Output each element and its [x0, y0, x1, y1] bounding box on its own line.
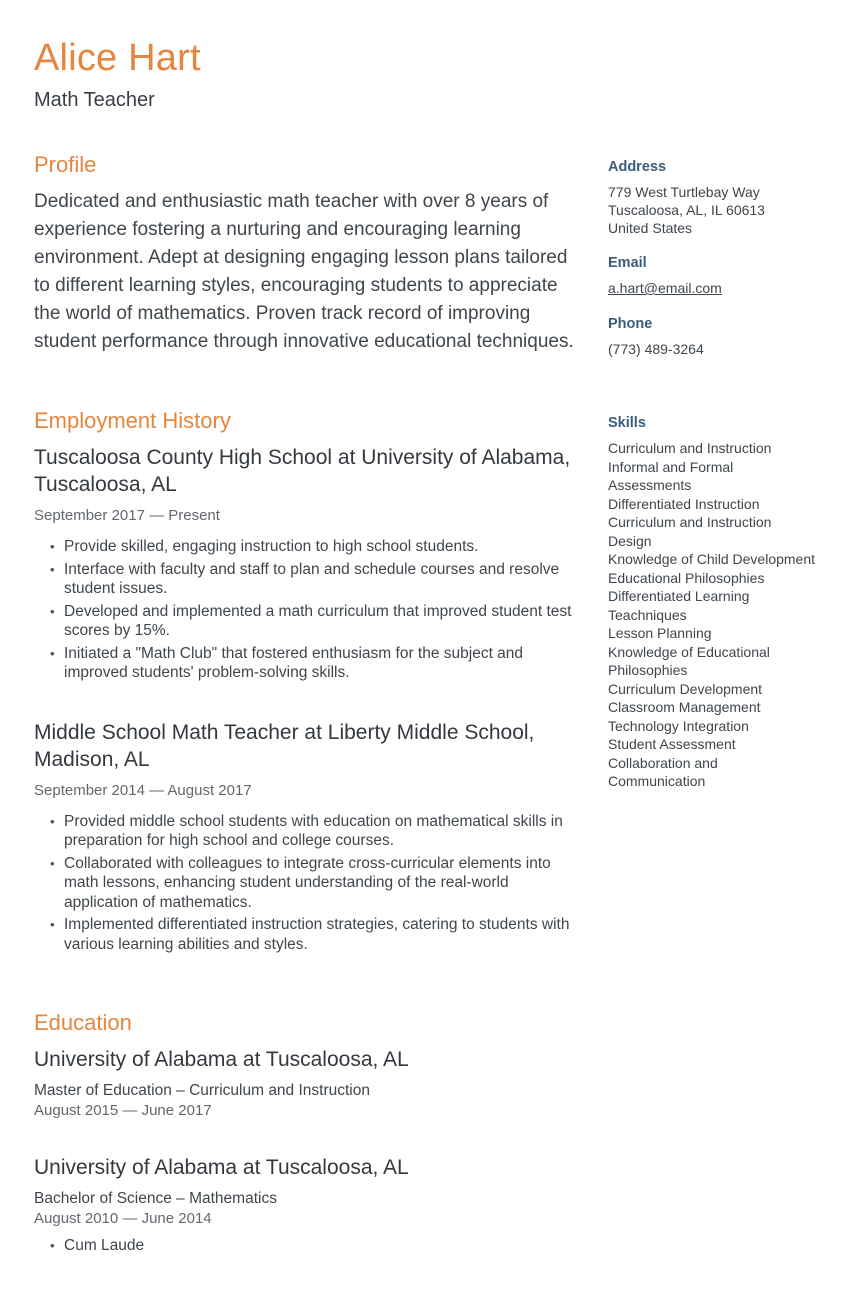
school-bullet: • Cum Laude	[64, 1236, 574, 1256]
skills-block	[608, 414, 816, 791]
job-bullet: • Provide skilled, engaging instruction to high school students.	[64, 537, 574, 557]
skill-item: Student Assessment	[608, 736, 736, 752]
skill-item: Lesson Planning	[608, 625, 712, 641]
school-bullets-2	[34, 1236, 574, 1256]
profile-heading: Profile	[34, 152, 97, 177]
education-section	[34, 1010, 574, 1256]
education-entry	[34, 1046, 574, 1120]
skill-item: Technology Integration	[608, 717, 749, 734]
job-entry	[34, 719, 574, 955]
skill-item: Informal and Formal Assessments	[608, 458, 734, 493]
main-column	[34, 36, 574, 1290]
job-title-1: Tuscaloosa County High School at University of Alabama, Tuscaloosa, AL	[34, 446, 571, 496]
sidebar-column	[608, 36, 816, 1290]
skill-item: Classroom Management	[608, 699, 761, 715]
skill-item: Curriculum Development	[608, 680, 763, 697]
skills-heading: Skills	[608, 415, 646, 431]
job-entry	[34, 444, 574, 683]
candidate-job-title: Math Teacher	[34, 89, 155, 111]
school-dates-1: August 2015 — June 2017	[34, 1102, 212, 1119]
skill-item: Knowledge of Child Development	[608, 551, 816, 567]
education-heading: Education	[34, 1010, 132, 1035]
job-bullet: • Collaborated with colleagues to integrate cross-curricular elements into math lessons, enhancing student understanding of the real-world application of mathematics.	[64, 854, 574, 913]
job-bullet: • Provided middle school students with education on mathematical skills in preparation for high school and college courses.	[64, 812, 574, 851]
job-dates-2: September 2014 — August 2017	[34, 781, 252, 799]
skill-item: Curriculum and Instruction	[608, 440, 772, 456]
skill-item: Collaboration and Communication	[608, 754, 718, 789]
job-bullet: • Implemented differentiated instruction strategies, catering to students with various learning abilities and styles.	[64, 915, 574, 954]
phone-value: (773) 489-3264	[608, 341, 704, 357]
skill-item: Differentiated Learning Teachniques	[608, 588, 750, 623]
email-link[interactable]: a.hart@email.com	[608, 280, 722, 296]
skill-item: Educational Philosophies	[608, 569, 765, 586]
skill-item: Knowledge of Educational Philosophies	[608, 643, 770, 678]
phone-block	[608, 315, 816, 358]
job-bullet: • Initiated a "Math Club" that fostered enthusiasm for the subject and improved students' problem-solving skills.	[64, 644, 574, 683]
profile-text: Dedicated and enthusiastic math teacher with over 8 years of experience fostering a nurturing and encouraging learning environment. Adept at designing engaging lesson plans tailored to different learning styles, encouraging students to appreciate the world of mathematics. Proven track record of improving student performance through innovative educational techniques.	[34, 191, 574, 352]
school-title-1: University of Alabama at Tuscaloosa, AL	[34, 1048, 409, 1071]
profile-section	[34, 152, 574, 356]
school-dates-2: August 2010 — June 2014	[34, 1210, 212, 1227]
email-heading: Email	[608, 255, 647, 271]
school-title-2: University of Alabama at Tuscaloosa, AL	[34, 1156, 409, 1179]
phone-heading: Phone	[608, 316, 653, 332]
job-bullets-1	[34, 537, 574, 683]
job-title-2: Middle School Math Teacher at Liberty Middle School, Madison, AL	[34, 720, 535, 771]
employment-heading: Employment History	[34, 408, 231, 433]
address-heading: Address	[608, 159, 667, 175]
education-entry	[34, 1154, 574, 1256]
job-bullets-2	[34, 812, 574, 955]
job-bullet: • Interface with faculty and staff to plan and schedule courses and resolve student issues.	[64, 560, 574, 599]
candidate-name: Alice Hart	[34, 37, 201, 79]
address-line-2: Tuscaloosa, AL, IL 60613	[608, 202, 765, 218]
school-degree-2: Bachelor of Science – Mathematics	[34, 1190, 277, 1207]
employment-section	[34, 408, 574, 954]
address-line-3: United States	[608, 220, 693, 236]
job-dates-1: September 2017 — Present	[34, 507, 220, 524]
job-bullet: • Developed and implemented a math curriculum that improved student test scores by 15%.	[64, 602, 574, 641]
address-block	[608, 158, 816, 237]
email-block	[608, 254, 816, 298]
skill-item: Differentiated Instruction	[608, 495, 760, 512]
school-degree-1: Master of Education – Curriculum and Instruction	[34, 1082, 370, 1099]
address-line-1: 779 West Turtlebay Way	[608, 184, 760, 200]
skill-item: Curriculum and Instruction Design	[608, 514, 772, 549]
